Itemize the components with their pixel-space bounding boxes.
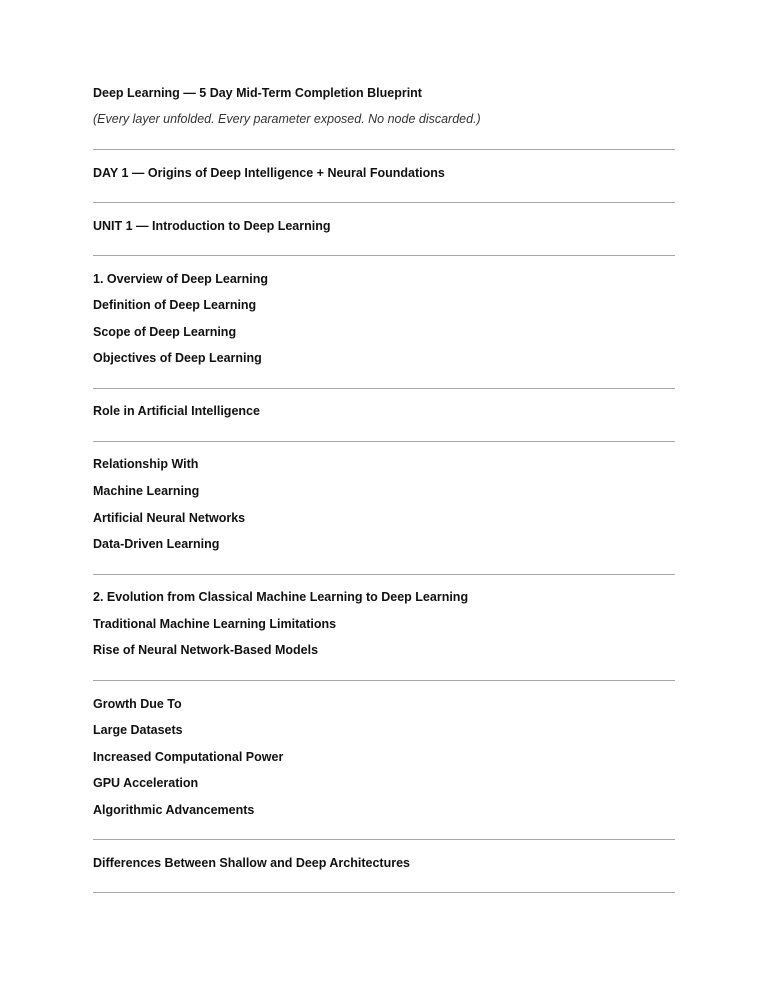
list-item: GPU Acceleration — [93, 776, 199, 790]
unit-heading: UNIT 1 — Introduction to Deep Learning — [93, 219, 331, 233]
list-item: Objectives of Deep Learning — [93, 351, 262, 365]
divider — [93, 574, 675, 575]
list-item: Definition of Deep Learning — [93, 298, 257, 312]
list-item: Rise of Neural Network-Based Models — [93, 643, 319, 657]
section-heading: Role in Artificial Intelligence — [93, 404, 260, 418]
divider — [93, 441, 675, 442]
divider — [93, 149, 675, 150]
document-subtitle: (Every layer unfolded. Every parameter exposed. No node discarded.) — [93, 112, 481, 126]
day-heading: DAY 1 — Origins of Deep Intelligence + Neural Foundations — [93, 166, 445, 180]
divider — [93, 680, 675, 681]
section-heading: Growth Due To — [93, 697, 182, 711]
divider — [93, 202, 675, 203]
list-item: Machine Learning — [93, 484, 200, 498]
divider — [93, 255, 675, 256]
list-item: Data-Driven Learning — [93, 537, 220, 551]
list-item: Large Datasets — [93, 723, 183, 737]
list-item: Scope of Deep Learning — [93, 325, 237, 339]
section-heading: Relationship With — [93, 457, 199, 471]
section-heading: Differences Between Shallow and Deep Architectures — [93, 856, 410, 870]
list-item: Increased Computational Power — [93, 750, 284, 764]
section-heading: 1. Overview of Deep Learning — [93, 272, 269, 286]
document-title: Deep Learning — 5 Day Mid-Term Completion Blueprint — [93, 86, 422, 100]
list-item: Algorithmic Advancements — [93, 803, 255, 817]
divider — [93, 839, 675, 840]
section-heading: 2. Evolution from Classical Machine Learning to Deep Learning — [93, 590, 469, 604]
list-item: Traditional Machine Learning Limitations — [93, 617, 337, 631]
divider — [93, 892, 675, 893]
divider — [93, 388, 675, 389]
list-item: Artificial Neural Networks — [93, 511, 246, 525]
